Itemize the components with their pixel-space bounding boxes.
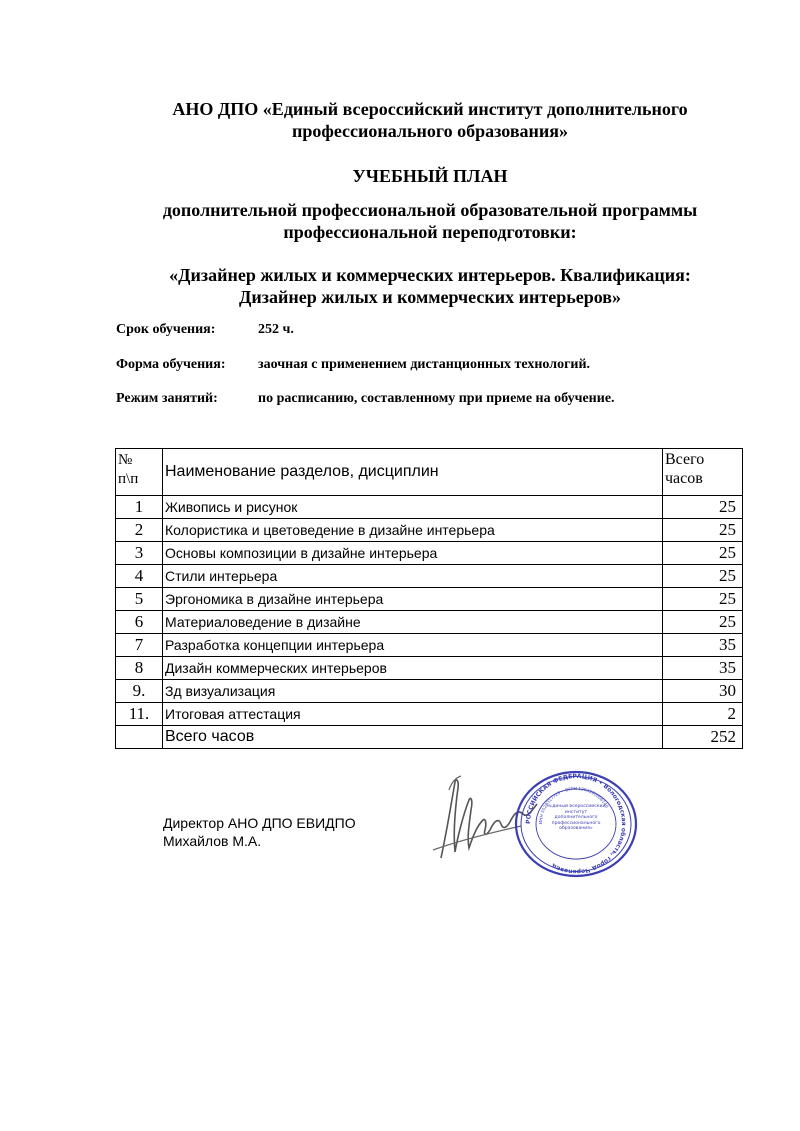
row-section-name: Основы композиции в дизайне интерьера xyxy=(163,542,663,565)
table-row xyxy=(116,565,743,588)
duration-value: 252 ч. xyxy=(258,322,294,337)
row-section-name: Колористика и цветоведение в дизайне интерьера xyxy=(163,519,663,542)
curriculum-table xyxy=(115,448,743,749)
table-row xyxy=(116,496,743,519)
seal-outer-text: РОССИЙСКАЯ ФЕДЕРАЦИЯ • Вологодская область, город Череповец xyxy=(524,772,628,876)
row-hours: 25 xyxy=(663,611,743,634)
row-hours: 30 xyxy=(663,680,743,703)
row-hours: 25 xyxy=(663,565,743,588)
form-label: Форма обучения: xyxy=(116,357,226,372)
row-hours: 2 xyxy=(663,703,743,726)
header-hours: Всего часов xyxy=(663,449,743,496)
row-section-name: Итоговая аттестация xyxy=(163,703,663,726)
seal-inner-text: «Единый всероссийский институт дополнительного профессионального образования» xyxy=(546,804,606,832)
duration-label: Срок обучения: xyxy=(116,322,216,337)
mode-value: по расписанию, составленному при приеме на обучение. xyxy=(258,391,615,406)
mode-label: Режим занятий: xyxy=(116,391,218,406)
row-hours: 35 xyxy=(663,657,743,680)
director-block xyxy=(163,814,356,850)
header-section-name: Наименование разделов, дисциплин xyxy=(163,449,663,496)
table-row xyxy=(116,634,743,657)
row-hours: 35 xyxy=(663,634,743,657)
table-total-row xyxy=(116,726,743,749)
total-label: Всего часов xyxy=(163,726,663,749)
row-number: 8 xyxy=(116,657,163,680)
director-title: Директор АНО ДПО ЕВИДПО xyxy=(163,815,356,831)
row-hours: 25 xyxy=(663,519,743,542)
header-number: № п\п xyxy=(116,449,163,496)
table-row xyxy=(116,519,743,542)
row-number: 7 xyxy=(116,634,163,657)
document-subtitle: дополнительной профессиональной образовательной программы профессиональной переподготовки: xyxy=(162,200,698,242)
row-hours: 25 xyxy=(663,542,743,565)
row-number: 9. xyxy=(116,680,163,703)
table-row xyxy=(116,542,743,565)
program-name: «Дизайнер жилых и коммерческих интерьеров. Квалификация: Дизайнер жилых и коммерческих интерьеров» xyxy=(169,265,691,307)
row-section-name: Дизайн коммерческих интерьеров xyxy=(163,657,663,680)
row-section-name: Живопись и рисунок xyxy=(163,496,663,519)
row-number: 5 xyxy=(116,588,163,611)
table-row xyxy=(116,680,743,703)
table-row xyxy=(116,703,743,726)
table-row xyxy=(116,657,743,680)
row-section-name: Разработка концепции интерьера xyxy=(163,634,663,657)
form-value: заочная с применением дистанционных технологий. xyxy=(258,357,591,372)
seal-stamp xyxy=(512,768,640,880)
director-name: Михайлов М.А. xyxy=(163,833,262,849)
row-section-name: Зд визуализация xyxy=(163,680,663,703)
row-number: 6 xyxy=(116,611,163,634)
table-row xyxy=(116,611,743,634)
row-section-name: Эргономика в дизайне интерьера xyxy=(163,588,663,611)
row-number: 1 xyxy=(116,496,163,519)
total-hours: 252 xyxy=(663,726,743,749)
row-section-name: Стили интерьера xyxy=(163,565,663,588)
total-number-cell xyxy=(116,726,163,749)
organization-name: АНО ДПО «Единый всероссийский институт дополнительного профессионального образования» xyxy=(172,99,688,141)
row-number: 11. xyxy=(116,703,163,726)
row-number: 4 xyxy=(116,565,163,588)
table-row xyxy=(116,588,743,611)
row-section-name: Материаловедение в дизайне xyxy=(163,611,663,634)
table-header-row xyxy=(116,449,743,496)
seal-codes-text: ИНН 3528317720 • ОГРН 1203500006146 xyxy=(537,785,610,825)
row-number: 3 xyxy=(116,542,163,565)
row-number: 2 xyxy=(116,519,163,542)
row-hours: 25 xyxy=(663,588,743,611)
document-title: УЧЕБНЫЙ ПЛАН xyxy=(352,166,508,186)
row-hours: 25 xyxy=(663,496,743,519)
